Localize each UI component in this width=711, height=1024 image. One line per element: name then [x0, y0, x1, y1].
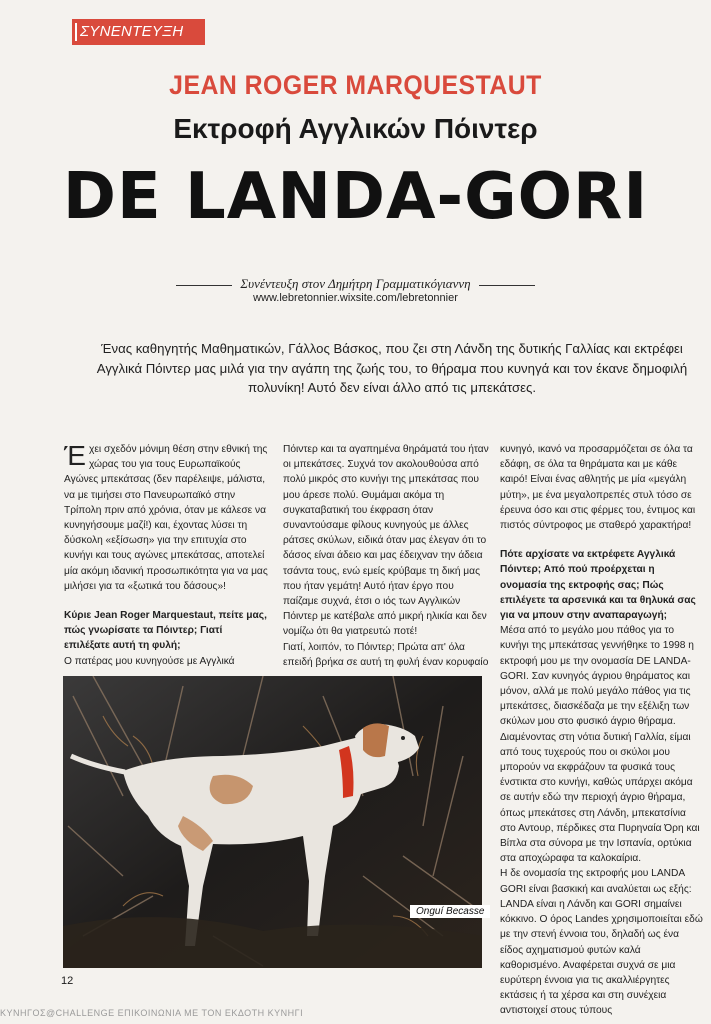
col1-text-2: Ο πατέρας μου κυνηγούσε με Αγγλικά	[64, 655, 235, 667]
footer-strip: ΚΥΝΗΓΟΣ@CHALLENGE ΕΠΙΚΟΙΝΩΝΙΑ ΜΕ ΤΟΝ ΕΚΔΟΤΗ ΚΥΝΗΓΙ	[0, 1008, 304, 1018]
question-1: Κύριε Jean Roger Marquestaut, πείτε μας, πώς γνωρίσατε τα Πόιντερ; Γιατί επιλέξατε αυτή τη φυλή;	[64, 610, 267, 652]
question-2: Πότε αρχίσατε να εκτρέφετε Αγγλικά Πόιντερ; Από πού προέρχεται η ονομασία της εκτροφής σας; Πώς επιλέγετε τα αρσενικά και τα θηλυκά σας για να μπουν στην αναπαραγωγή;	[500, 549, 696, 622]
col3-text-2: Μέσα από το μεγάλο μου πάθος για το κυνήγι της μπεκάτσας γεννήθηκε το 1998 η εκτροφή μου με την ονομασία DE LANDA-GORI. Σαν κυνηγός άγριου θηράματος και μόνον, αλλά με πολύ μεγάλο πάθος για τις μπεκάτσες, διασκέδαζα με την εξέλιξη των σκύλων μου στο φυσικό άγριο θήραμα. Διαμένοντας στη νότια δυτική Γαλλία, είμαι από τους τυχερούς που οι σκύλοι μου μπορούν να εκφράζουν τα φυσικά τους ένστικτα στο κυνήγι, καθώς υπάρχει ακόμα σε αυτήν εδώ την περιοχή άγριο θήραμα, όπως μπεκάτσες στη Λάνδη, μπεκατσίνια στο Αντουρ, πέρδικες στα Πυρηναία Όρη και Βίπλα στα σύνορα με την Ισπανία, ορτύκια στα αποχώραφα τα καλοκαίρια.	[500, 625, 700, 865]
byline	[0, 276, 711, 292]
article-title: DE LANDA-GORI	[62, 160, 649, 234]
pointer-dog-photo	[63, 676, 482, 968]
article-subtitle: Εκτροφή Αγγλικών Πόιντερ	[173, 113, 538, 144]
column-2	[283, 442, 489, 670]
column-3	[500, 442, 704, 1019]
intro-paragraph: Ένας καθηγητής Μαθηματικών, Γάλλος Βάσκος, που ζει στη Λάνδη της δυτικής Γαλλίας και εκτρέφει Αγγλικά Πόιντερ μας μιλά για την αγάπη της ζωής του, το θήραμα που κυνηγά και τον έκανε δημοφιλή πολυνίκη! Αυτό δεν είναι άλλο από τις μπεκάτσες.	[96, 341, 688, 395]
section-tag: ΣΥΝΕΝΤΕΥΞΗ	[72, 19, 205, 45]
col2-text-2: Γιατί, λοιπόν, το Πόιντερ; Πρώτα απ' όλα επειδή βρήκα σε αυτή τη φυλή έναν κορυφαίο	[283, 641, 489, 668]
byline-rule-left	[176, 285, 232, 286]
website-url[interactable]: www.lebretonnier.wixsite.com/lebretonnier	[253, 292, 458, 304]
col1-paragraph-1	[64, 442, 270, 594]
column-1	[64, 442, 270, 669]
col1-text-1: χει σχεδόν μόνιμη θέση στην εθνική της χώρας του για τους Ευρωπαϊκούς Αγώνες μπεκάτσας (δεν παρέλειψε, μάλιστα, να με τιμήσει στο Πανευρωπαϊκό στην Τρίπολη πριν από χρόνια, όταν με κάλεσε να κυνηγήσουμε μαζί!) και, έχοντας λύσει τη δύσκολη «εξίσωση» για την επιτυχία στο κυνήγι και τους αγώνες μπεκάτσας, αποτελεί μία ακόμη ιδανική προσωπικότητα για να μας μιλήσει για τα «ξωτικά του δάσους»!	[64, 444, 268, 592]
interviewee-name: JEAN ROGER MARQUESTAUT	[169, 70, 542, 100]
col3-text-1: κυνηγό, ικανό να προσαρμόζεται σε όλα τα εδάφη, σε όλα τα θηράματα και με κάθε καιρό! Είναι ένας αθλητής με μία «μεγάλη μύτη», με ένα μεγαλοπρεπές στυλ τόσο σε έρευνα όσο και στις φέρμες του, έντιμος και πιστός σύντροφος με σταθερό χαρακτήρα!	[500, 444, 696, 532]
byline-text: Συνέντευξη στον Δημήτρη Γραμματικόγιαννη	[240, 276, 471, 291]
page-number: 12	[61, 975, 74, 987]
col3-text-3: Η δε ονομασία της εκτροφής μου LANDA GORI είναι βασκική και αναλύεται ως εξής: LANDA είναι η Λάνδη και GORI σημαίνει κόκκινο. Ο όρος Landes χρησιμοποιείται εδώ με την στενή έννοια του, δηλαδή ως ένα είδος αχηματισμού φυτών καλά καθορισμένο. Αναφέρεται συχνά σε μια ευρύτερη έννοια για τις ακαλλιέργητες εκτάσεις ή τα χέρσα και στη συνέχεια αντιστοιχεί στους τύπους	[500, 868, 703, 1017]
photo-caption: Onguí Becasse	[410, 905, 490, 918]
byline-rule-right	[479, 285, 535, 286]
photo-illustration	[63, 676, 482, 968]
drop-cap: Έ	[64, 440, 86, 471]
col2-text-1: Πόιντερ και τα αγαπημένα θηράματά του ήταν οι μπεκάτσες. Συχνά τον ακολουθούσα από πολύ μικρός στο κυνήγι της μπεκάτσας που μου άρεσε πολύ. Θυμάμαι ακόμα τη συγκαταβατική του έκφραση όταν συναντούσαμε φίλους κυνηγούς με άλλες ράτσες σκύλων, ειδικά όταν μας έλεγαν ότι το δάσος είναι άδειο και μας έδειχναν την άδεια τσάντα τους, ενώ εμείς κρύβαμε τη δική μας που ήταν γεμάτη! Αυτό ήταν έργο που παίζαμε συχνά, έτσι ο ιός των Αγγλικών Πόιντερ με κατέβαλε από μικρή ηλικία και δεν νομίζω ότι θα γιατρευτώ ποτέ!	[283, 444, 489, 638]
